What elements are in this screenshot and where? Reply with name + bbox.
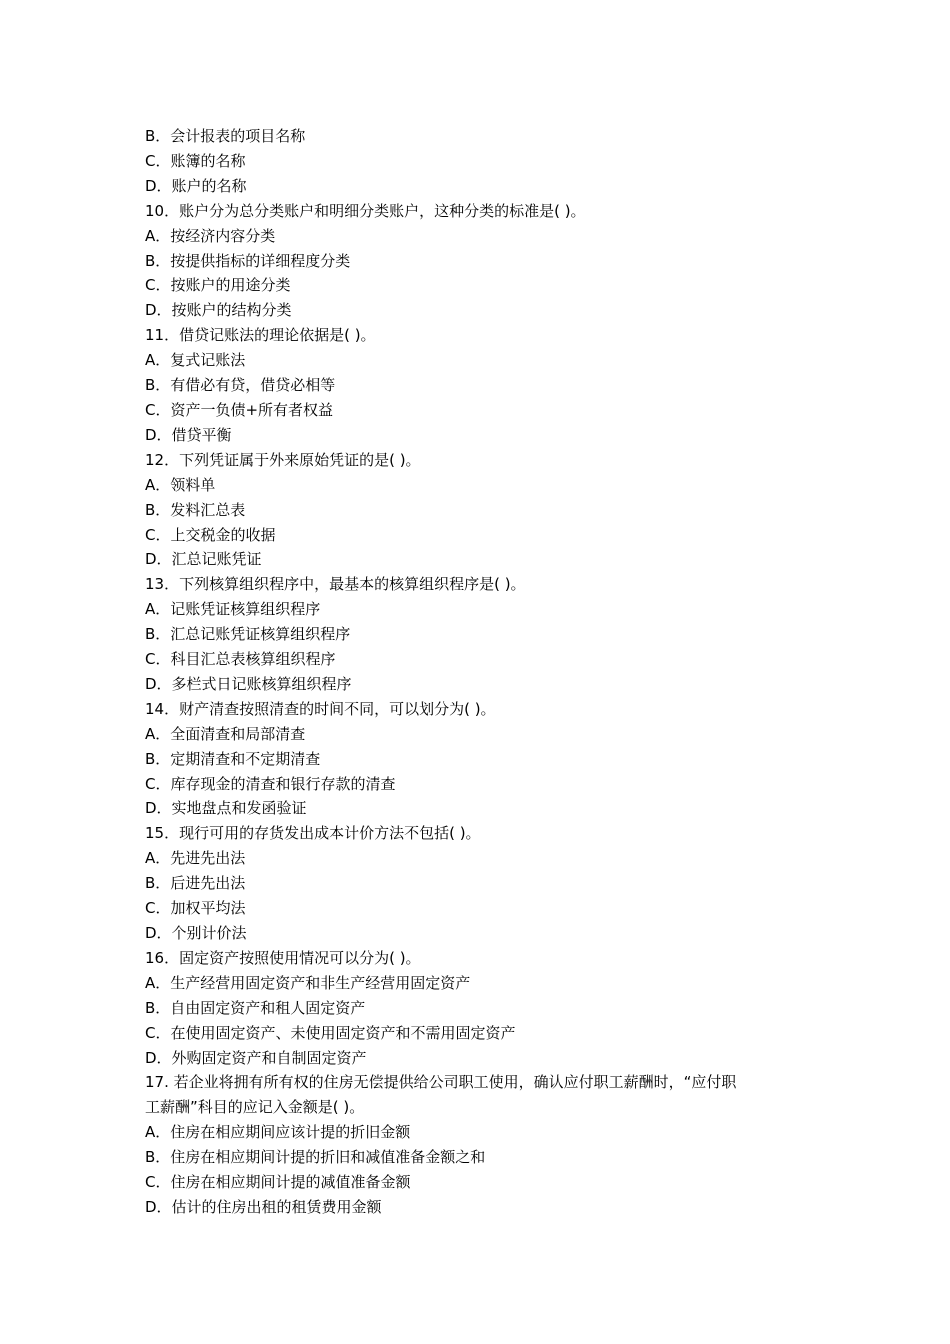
question-14: 14．财产清查按照清查的时间不同，可以划分为( )。 [145, 699, 496, 718]
question-12-option-c: C．上交税金的收据 [145, 525, 276, 544]
option-c-line: C．账簿的名称 [145, 151, 246, 170]
option-d-line: D．账户的名称 [145, 176, 247, 195]
question-14-option-b: B．定期清查和不定期清查 [145, 749, 321, 768]
question-10: 10．账户分为总分类账户和明细分类账户，这种分类的标准是( )。 [145, 201, 586, 220]
question-16-option-d: D．外购固定资产和自制固定资产 [145, 1048, 367, 1067]
question-14-option-d: D．实地盘点和发函验证 [145, 799, 307, 818]
question-17-line-1: 17. 若企业将拥有所有权的住房无偿提供给公司职工使用，确认应付职工薪酬时，“应付职 [145, 1073, 737, 1092]
option-b-line: B．会计报表的项目名称 [145, 127, 306, 145]
question-16-option-b: B．自由固定资产和租人固定资产 [145, 998, 366, 1017]
question-17-option-c: C．住房在相应期间计提的减值准备金额 [145, 1173, 411, 1192]
question-12-option-d: D．汇总记账凭证 [145, 550, 262, 569]
question-15-option-d: D．个别计价法 [145, 924, 247, 942]
question-11: 11．借贷记账法的理论依据是( )。 [145, 326, 376, 345]
question-10-option-c: C．按账户的用途分类 [145, 276, 291, 295]
question-15-option-b: B．后进先出法 [145, 874, 246, 893]
question-16-option-a: A．生产经营用固定资产和非生产经营用固定资产 [145, 973, 471, 992]
question-12-option-a: A．领料单 [145, 475, 216, 494]
question-13: 13．下列核算组织程序中，最基本的核算组织程序是( )。 [145, 575, 526, 594]
question-13-option-d: D．多栏式日记账核算组织程序 [145, 674, 352, 693]
question-14-option-a: A．全面清查和局部清查 [145, 724, 306, 743]
question-11-option-b: B．有借必有贷，借贷必相等 [145, 376, 336, 395]
question-12-option-b: B．发料汇总表 [145, 500, 246, 519]
question-17-option-b: B．住房在相应期间计提的折旧和减值准备金额之和 [145, 1148, 486, 1167]
question-list [145, 124, 813, 1220]
question-11-option-c: C．资产一负债+所有者权益 [145, 400, 334, 419]
question-15-option-c: C．加权平均法 [145, 899, 246, 918]
question-17-option-a: A．住房在相应期间应该计提的折旧金额 [145, 1123, 411, 1142]
question-15: 15．现行可用的存货发出成本计价方法不包括( )。 [145, 824, 481, 843]
question-17-option-d: D．估计的住房出租的租赁费用金额 [145, 1197, 382, 1216]
question-16-option-c: C．在使用固定资产、未使用固定资产和不需用固定资产 [145, 1023, 516, 1042]
question-14-option-c: C．库存现金的清查和银行存款的清查 [145, 774, 396, 793]
question-13-option-b: B．汇总记账凭证核算组织程序 [145, 625, 351, 644]
question-10-option-a: A．按经济内容分类 [145, 226, 276, 245]
question-11-option-a: A．复式记账法 [145, 351, 246, 370]
question-13-option-c: C．科目汇总表核算组织程序 [145, 650, 336, 669]
question-11-option-d: D．借贷平衡 [145, 425, 232, 444]
question-15-option-a: A．先进先出法 [145, 849, 246, 868]
question-16: 16．固定资产按照使用情况可以分为( )。 [145, 948, 421, 967]
question-10-option-b: B．按提供指标的详细程度分类 [145, 251, 351, 270]
question-13-option-a: A．记账凭证核算组织程序 [145, 600, 321, 619]
question-10-option-d: D．按账户的结构分类 [145, 301, 292, 320]
question-12: 12．下列凭证属于外来原始凭证的是( )。 [145, 450, 421, 469]
question-17-line-2: 工薪酬”科目的应记入金额是( )。 [145, 1098, 365, 1117]
